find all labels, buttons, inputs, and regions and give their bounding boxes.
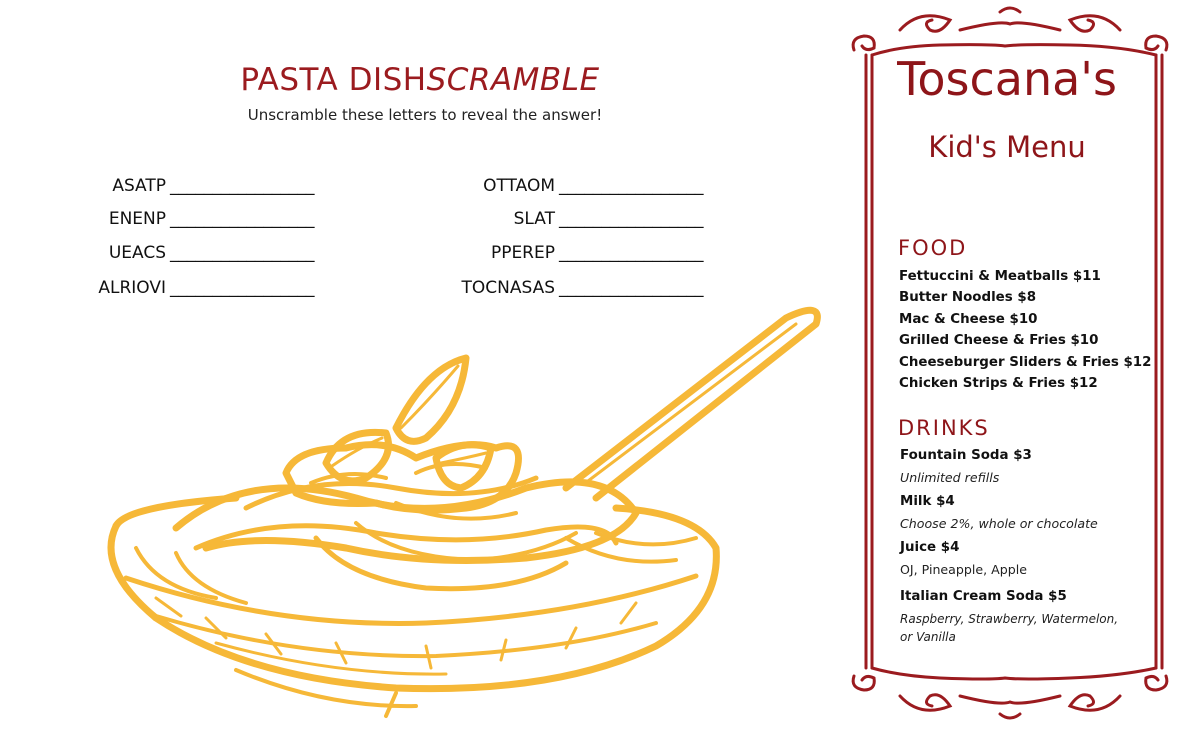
scramble-word: ENENP [108,209,166,229]
scramble-word: ALRIOVI [98,278,166,298]
drink-item [900,540,1027,577]
scramble-word: ASATP [112,176,166,196]
food-item: Mac & Cheese $10 [899,311,1038,327]
food-item: Grilled Cheese & Fries $10 [899,333,1099,349]
scramble-row [440,209,704,229]
drink-name: Fountain Soda $3 [900,448,1032,463]
food-item: Fettuccini & Meatballs $11 [899,269,1101,284]
scramble-row [440,176,704,196]
answer-blank: _________________ [170,243,315,263]
scramble-word: UEACS [108,243,166,263]
answer-blank: _________________ [559,278,704,298]
pasta-bowl-icon [96,298,836,723]
drink-item [900,589,1118,644]
drink-item [900,494,1098,531]
drink-description: Unlimited refills [900,470,1000,485]
drink-name: Italian Cream Soda $5 [900,589,1067,604]
scramble-row [80,209,315,229]
answer-blank: _________________ [559,209,704,229]
scramble-row [440,278,704,298]
answer-blank: _________________ [559,243,704,263]
food-list [899,266,1151,394]
food-item: Chicken Strips & Fries $12 [899,376,1098,392]
drink-description-2: or Vanilla [900,630,956,644]
drinks-heading: DRINKS [898,416,990,440]
title-main: PASTA DISH [240,62,427,98]
restaurant-name: Toscana's [897,52,1117,106]
scramble-word: SLAT [513,209,555,229]
drink-name: Juice $4 [900,540,960,555]
answer-blank: _________________ [170,209,315,229]
scramble-row [440,243,704,263]
answer-blank: _________________ [559,176,704,196]
scramble-word: TOCNASAS [461,278,555,298]
scramble-row [80,243,315,263]
puzzle-title [0,62,840,98]
scramble-row [80,278,315,298]
title-italic: SCRAMBLE [426,62,600,98]
food-item: Cheeseburger Sliders & Fries $12 [899,354,1152,370]
drink-description: Raspberry, Strawberry, Watermelon, [900,612,1119,626]
puzzle-subtitle: Unscramble these letters to reveal the answer! [247,106,603,124]
food-item: Butter Noodles $8 [899,290,1037,306]
scramble-row [80,176,315,196]
menu-subtitle: Kid's Menu [928,130,1086,164]
answer-blank: _________________ [170,176,315,196]
drink-description: Choose 2%, whole or chocolate [900,516,1098,531]
answer-blank: _________________ [170,278,315,298]
scramble-word: OTTAOM [483,176,555,196]
scramble-word: PPEREP [490,243,555,263]
drink-name: Milk $4 [900,494,955,509]
food-heading: FOOD [898,236,968,260]
drink-item [900,448,1032,485]
drink-description: OJ, Pineapple, Apple [900,562,1027,577]
